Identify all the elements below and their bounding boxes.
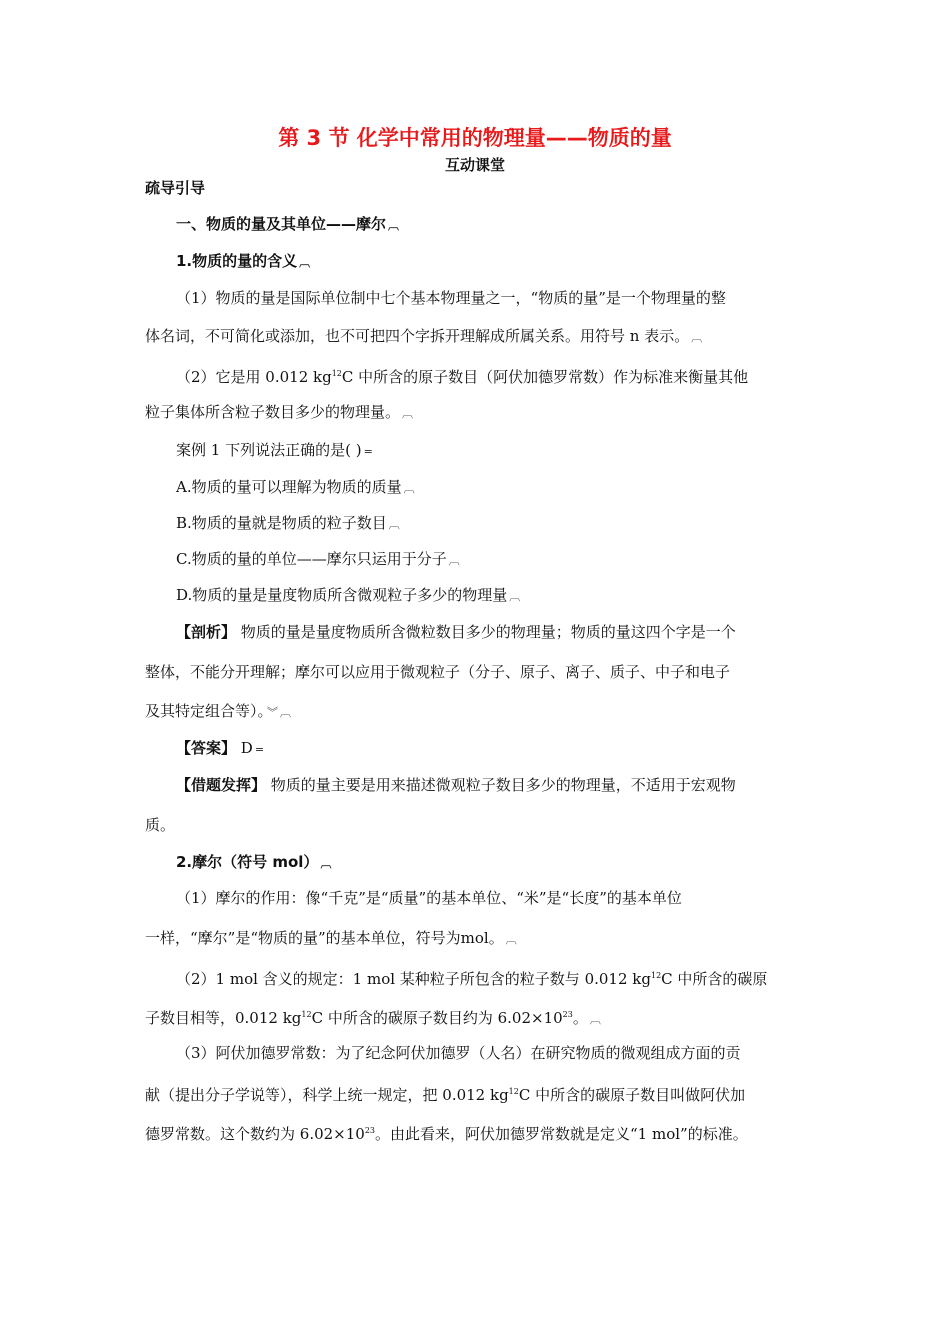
analysis-line: 整体，不能分开理解；摩尔可以应用于微观粒子（分子、原子、离子、质子、中子和电子 (145, 663, 731, 681)
paragraph-mark-icon: ︹ (403, 482, 415, 495)
paragraph-line: （2）它是用 0.012 $kg^{12}C$ 中所含的原子数目（阿伏加德罗常数）作为标准来衡量其他 (176, 368, 749, 386)
answer-label: 【答案】 (176, 739, 237, 757)
analysis-label: 【剖析】 (176, 623, 237, 641)
tip-label: 【借题发挥】 (176, 776, 267, 794)
option-c: C.物质的量的单位——摩尔只运用于分子 ︹ (176, 550, 460, 568)
paragraph-mark-icon: ︹ (299, 256, 311, 269)
paragraph-line: 德罗常数。这个数约为 $6.02\times 10^{23}$。由此看来，阿伏加德罗常数就是定义“1 mol”的标准。 (145, 1125, 748, 1143)
answer-line: 【答案】 D = (176, 739, 265, 757)
tip-line: 【借题发挥】 物质的量主要是用来描述微观粒子数目多少的物理量，不适用于宏观物 (176, 776, 736, 794)
option-b: B.物质的量就是物质的粒子数目 ︹ (176, 514, 400, 532)
paragraph-mark-icon: ︹ (320, 857, 332, 870)
paragraph-mark-icon: ︹ (388, 518, 400, 531)
analysis-line: 及其特定组合等）。 ︾ ︹ (145, 702, 292, 720)
paragraph-line: 粒子集体所含粒子数目多少的物理量。 ︹ (145, 403, 414, 421)
paragraph-line: （2）1 mol 含义的规定：1 mol 某种粒子所包含的粒子数与 0.012 $kg^{12}C$ 中所含的碳原 (176, 970, 768, 988)
section-heading: 疏导引导 (145, 179, 206, 197)
option-d: D.物质的量是量度物质所含微观粒子多少的物理量 ︹ (176, 586, 521, 604)
double-chevron-icon: ︾ (267, 706, 279, 719)
page-title: 第 3 节 化学中常用的物理量——物质的量 (278, 126, 672, 150)
paragraph-mark-icon: ︹ (589, 1013, 601, 1026)
paragraph-line: （3）阿伏加德罗常数：为了纪念阿伏加德罗（人名）在研究物质的微观组成方面的贡 (176, 1044, 741, 1062)
paragraph-mark-icon: ︹ (402, 407, 414, 420)
case-question: 案例 1 下列说法正确的是( ) = (176, 441, 373, 459)
paragraph-line: （1）摩尔的作用：像“千克”是“质量”的基本单位、“米”是“长度”的基本单位 (176, 889, 682, 907)
line-end-mark-icon: = (254, 743, 265, 756)
heading-1: 一、物质的量及其单位——摩尔 ︹ (176, 215, 400, 233)
paragraph-mark-icon: ︹ (388, 219, 400, 232)
paragraph-line: 子数目相等，0.012 $kg^{12}C$ 中所含的碳原子数目约为 $6.02\times 10^{23}$。 ︹ (145, 1009, 601, 1027)
paragraph-mark-icon: ︹ (280, 706, 292, 719)
heading-1-1: 1.物质的量的含义 ︹ (176, 252, 311, 270)
line-end-mark-icon: = (363, 445, 373, 458)
paragraph-line: 一样，“摩尔”是“物质的量”的基本单位，符号为mol。 ︹ (145, 929, 517, 947)
paragraph-line: （1）物质的量是国际单位制中七个基本物理量之一，“物质的量”是一个物理量的整 (176, 289, 726, 307)
paragraph-mark-icon: ︹ (691, 331, 703, 344)
paragraph-mark-icon: ︹ (448, 554, 460, 567)
page-subtitle: 互动课堂 (444, 156, 505, 174)
paragraph-line: 献（提出分子学说等），科学上统一规定，把 0.012 $kg^{12}C$ 中所含的碳原子数目叫做阿伏加 (145, 1086, 746, 1104)
analysis-line: 【剖析】 物质的量是量度物质所含微粒数目多少的物理量；物质的量这四个字是一个 (176, 623, 736, 641)
paragraph-mark-icon: ︹ (505, 933, 517, 946)
tip-line: 质。 (145, 816, 176, 834)
option-a: A.物质的量可以理解为物质的质量 ︹ (176, 478, 415, 496)
paragraph-line: 体名词，不可简化或添加，也不可把四个字拆开理解成所属关系。用符号 n 表示。 ︹ (145, 327, 703, 345)
heading-1-2: 2.摩尔（符号 mol） ︹ (176, 853, 332, 871)
paragraph-mark-icon: ︹ (509, 590, 521, 603)
